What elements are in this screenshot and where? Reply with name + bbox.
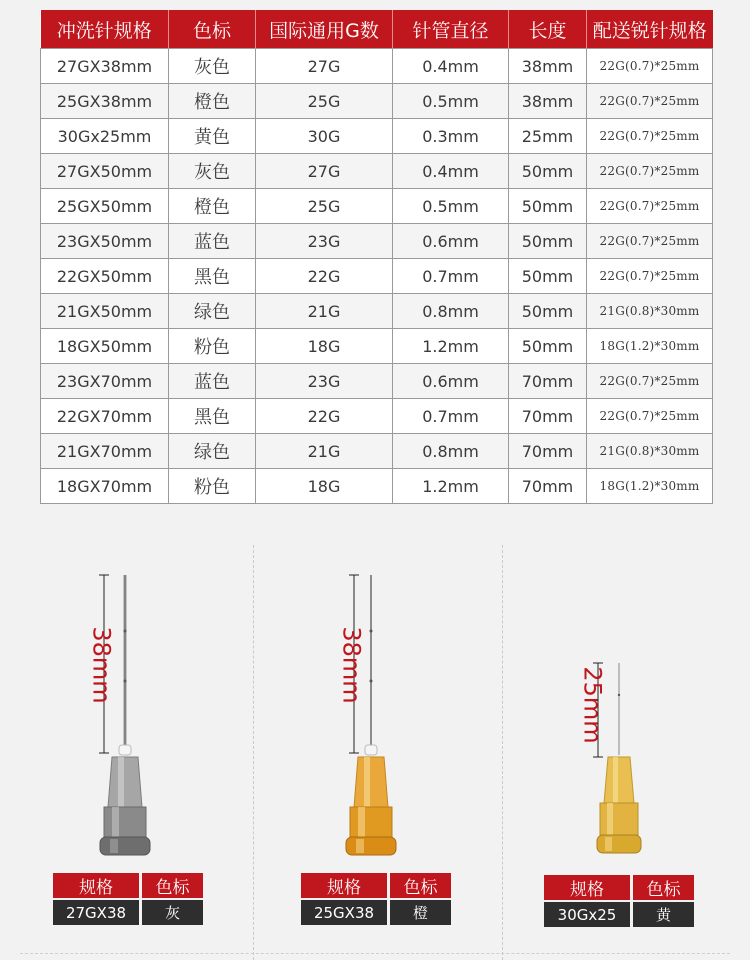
badge-spec-value: 27GX38 [53, 900, 139, 925]
cell-color: 橙色 [169, 84, 256, 119]
badge-color-value: 橙 [390, 900, 451, 925]
cell-sharp-needle: 22G(0.7)*25mm [587, 364, 713, 399]
cell-color: 灰色 [169, 49, 256, 84]
spec-table-container [40, 10, 712, 504]
table-row [41, 154, 713, 189]
cell-color: 黑色 [169, 399, 256, 434]
cell-gauge: 25G [256, 84, 393, 119]
cell-sharp-needle: 22G(0.7)*25mm [587, 154, 713, 189]
product-showcase [0, 545, 750, 960]
cell-spec: 22GX70mm [41, 399, 169, 434]
cell-diameter: 0.5mm [393, 84, 509, 119]
cell-spec: 21GX50mm [41, 294, 169, 329]
table-row [41, 259, 713, 294]
spec-badge-1 [53, 873, 203, 925]
cell-gauge: 23G [256, 364, 393, 399]
cell-spec: 18GX50mm [41, 329, 169, 364]
cell-length: 38mm [509, 49, 587, 84]
cell-diameter: 0.3mm [393, 119, 509, 154]
cell-spec: 27GX50mm [41, 154, 169, 189]
cell-length: 50mm [509, 259, 587, 294]
header-gauge: 国际通用G数 [256, 10, 393, 49]
cell-gauge: 18G [256, 469, 393, 504]
cell-gauge: 21G [256, 434, 393, 469]
cell-color: 蓝色 [169, 224, 256, 259]
cell-gauge: 21G [256, 294, 393, 329]
badge-color-header: 色标 [390, 873, 451, 898]
cell-gauge: 23G [256, 224, 393, 259]
cell-length: 70mm [509, 399, 587, 434]
product-panel-3 [500, 545, 750, 955]
cell-diameter: 1.2mm [393, 469, 509, 504]
needle-illustration-3 [500, 545, 750, 865]
cell-sharp-needle: 22G(0.7)*25mm [587, 49, 713, 84]
badge-color-value: 灰 [142, 900, 203, 925]
cell-length: 50mm [509, 189, 587, 224]
cell-length: 50mm [509, 329, 587, 364]
spec-table [40, 10, 713, 504]
cell-spec: 21GX70mm [41, 434, 169, 469]
cell-diameter: 0.7mm [393, 399, 509, 434]
header-spec: 冲洗针规格 [41, 10, 169, 49]
cell-gauge: 25G [256, 189, 393, 224]
cell-length: 70mm [509, 434, 587, 469]
table-header-row [41, 10, 713, 49]
table-row [41, 49, 713, 84]
cell-diameter: 0.4mm [393, 154, 509, 189]
cell-diameter: 0.5mm [393, 189, 509, 224]
badge-spec-header: 规格 [544, 875, 630, 900]
cell-spec: 18GX70mm [41, 469, 169, 504]
badge-spec-value: 30Gx25 [544, 902, 630, 927]
cell-diameter: 0.4mm [393, 49, 509, 84]
cell-color: 灰色 [169, 154, 256, 189]
table-row [41, 84, 713, 119]
cell-spec: 25GX38mm [41, 84, 169, 119]
badge-spec-value: 25GX38 [301, 900, 387, 925]
cell-spec: 23GX70mm [41, 364, 169, 399]
header-color: 色标 [169, 10, 256, 49]
cell-length: 38mm [509, 84, 587, 119]
table-row [41, 329, 713, 364]
cell-color: 黑色 [169, 259, 256, 294]
cell-gauge: 30G [256, 119, 393, 154]
cell-color: 绿色 [169, 294, 256, 329]
cell-spec: 22GX50mm [41, 259, 169, 294]
header-sharp-needle: 配送锐针规格 [587, 10, 713, 49]
cell-diameter: 0.8mm [393, 434, 509, 469]
cell-spec: 23GX50mm [41, 224, 169, 259]
badge-spec-header: 规格 [301, 873, 387, 898]
needle-illustration-1 [0, 545, 250, 865]
cell-color: 橙色 [169, 189, 256, 224]
cell-sharp-needle: 22G(0.7)*25mm [587, 119, 713, 154]
cell-spec: 30Gx25mm [41, 119, 169, 154]
cell-color: 粉色 [169, 469, 256, 504]
cell-sharp-needle: 18G(1.2)*30mm [587, 329, 713, 364]
spec-badge-2 [301, 873, 451, 925]
header-length: 长度 [509, 10, 587, 49]
cell-color: 绿色 [169, 434, 256, 469]
cell-spec: 25GX50mm [41, 189, 169, 224]
badge-color-header: 色标 [633, 875, 694, 900]
cell-sharp-needle: 21G(0.8)*30mm [587, 434, 713, 469]
cell-gauge: 27G [256, 49, 393, 84]
spec-badge-3 [544, 875, 694, 927]
cell-sharp-needle: 22G(0.7)*25mm [587, 224, 713, 259]
product-panel-1 [0, 545, 250, 955]
cell-length: 50mm [509, 224, 587, 259]
length-label-2: 38mm [337, 626, 366, 704]
cell-sharp-needle: 22G(0.7)*25mm [587, 189, 713, 224]
cell-gauge: 27G [256, 154, 393, 189]
cell-color: 粉色 [169, 329, 256, 364]
header-diameter: 针管直径 [393, 10, 509, 49]
cell-diameter: 0.7mm [393, 259, 509, 294]
cell-gauge: 22G [256, 259, 393, 294]
cell-length: 25mm [509, 119, 587, 154]
table-row [41, 294, 713, 329]
needle-illustration-2 [250, 545, 500, 865]
cell-sharp-needle: 22G(0.7)*25mm [587, 399, 713, 434]
badge-color-header: 色标 [142, 873, 203, 898]
badge-color-value: 黄 [633, 902, 694, 927]
cell-color: 蓝色 [169, 364, 256, 399]
table-row [41, 434, 713, 469]
table-row [41, 469, 713, 504]
cell-length: 70mm [509, 469, 587, 504]
cell-spec: 27GX38mm [41, 49, 169, 84]
length-label-1: 38mm [87, 626, 116, 704]
cell-sharp-needle: 22G(0.7)*25mm [587, 84, 713, 119]
table-row [41, 224, 713, 259]
cell-diameter: 1.2mm [393, 329, 509, 364]
cell-length: 70mm [509, 364, 587, 399]
table-body [41, 49, 713, 504]
product-panel-2 [250, 545, 500, 955]
length-label-3: 25mm [578, 666, 607, 744]
table-row [41, 399, 713, 434]
cell-diameter: 0.6mm [393, 224, 509, 259]
cell-sharp-needle: 21G(0.8)*30mm [587, 294, 713, 329]
cell-sharp-needle: 18G(1.2)*30mm [587, 469, 713, 504]
table-row [41, 364, 713, 399]
table-row [41, 119, 713, 154]
cell-gauge: 22G [256, 399, 393, 434]
cell-sharp-needle: 22G(0.7)*25mm [587, 259, 713, 294]
cell-length: 50mm [509, 154, 587, 189]
cell-diameter: 0.6mm [393, 364, 509, 399]
table-row [41, 189, 713, 224]
cell-length: 50mm [509, 294, 587, 329]
cell-color: 黄色 [169, 119, 256, 154]
cell-diameter: 0.8mm [393, 294, 509, 329]
cell-gauge: 18G [256, 329, 393, 364]
badge-spec-header: 规格 [53, 873, 139, 898]
